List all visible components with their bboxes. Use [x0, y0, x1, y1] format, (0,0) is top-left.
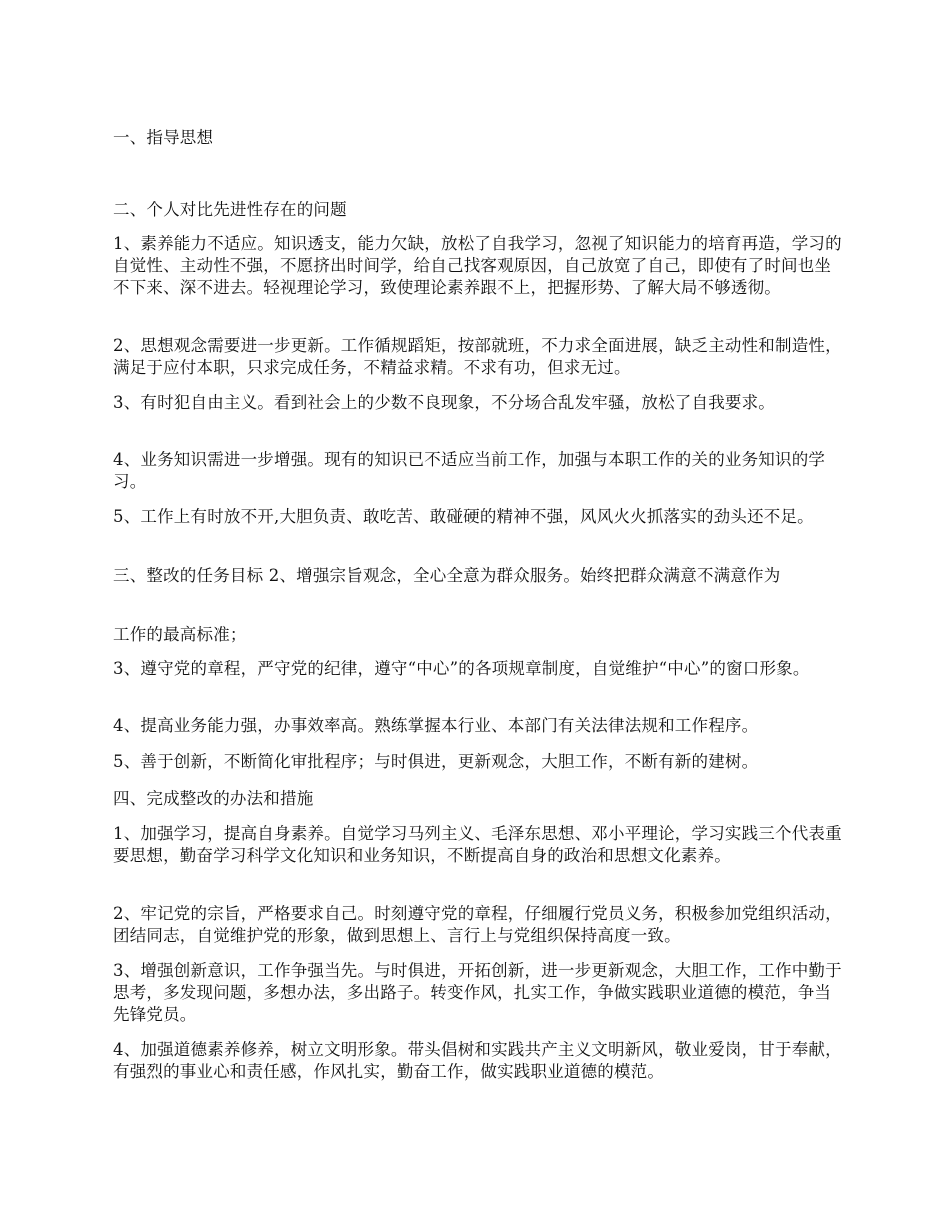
goal-continuation: 工作的最高标准； — [113, 625, 247, 644]
goal-paragraph-5: 5、善于创新，不断简化审批程序；与时俱进，更新观念，大胆工作，不断有新的建树。 — [113, 752, 759, 771]
goal-paragraph-3: 3、遵守党的章程，严守党的纪律，遵守“中心”的各项规章制度，自觉维护“中心”的窗口形象。 — [113, 659, 810, 678]
problem-paragraph-3: 3、有时犯自由主义。看到社会上的少数不良现象，不分场合乱发牢骚，放松了自我要求。 — [113, 393, 775, 412]
problem-paragraph-1: 1、素养能力不适应。知识透支，能力欠缺，放松了自我学习，忽视了知识能力的培育再造，学习的自觉性、主动性不强，不愿挤出时间学，给自己找客观原因，自己放宽了自己，即使有了时间也坐不下来、深不进去。轻视理论学习，致使理论素养跟不上，把握形势、了解大局不够透彻。 — [113, 234, 842, 297]
measure-paragraph-4: 4、加强道德素养修养，树立文明形象。带头倡树和实践共产主义文明新风，敬业爱岗，甘于奉献，有强烈的事业心和责任感，作风扎实，勤奋工作，做实践职业道德的模范。 — [113, 1040, 842, 1081]
goal-paragraph-4: 4、提高业务能力强，办事效率高。熟练掌握本行业、本部门有关法律法规和工作程序。 — [113, 716, 759, 735]
measure-paragraph-3: 3、增强创新意识，工作争强当先。与时俱进，开拓创新，进一步更新观念，大胆工作，工作中勤于思考，多发现问题，多想办法，多出路子。转变作风，扎实工作，争做实践职业道德的模范，争当先锋党员。 — [113, 961, 842, 1024]
measure-paragraph-1: 1、加强学习，提高自身素养。自觉学习马列主义、毛泽东思想、邓小平理论，学习实践三个代表重要思想，勤奋学习科学文化知识和业务知识，不断提高自身的政治和思想文化素养。 — [113, 824, 842, 865]
measure-paragraph-2: 2、牢记党的宗旨，严格要求自己。时刻遵守党的章程，仔细履行党员义务，积极参加党组织活动，团结同志，自觉维护党的形象，做到思想上、言行上与党组织保持高度一致。 — [113, 904, 842, 945]
heading-personal-problems: 二、个人对比先进性存在的问题 — [113, 200, 347, 219]
heading-guiding-ideology: 一、指导思想 — [113, 128, 214, 147]
problem-paragraph-5: 5、工作上有时放不开,大胆负责、敢吃苦、敢碰硬的精神不强，风风火火抓落实的劲头还不足。 — [113, 507, 814, 526]
heading-rectification-goals: 三、整改的任务目标 2、增强宗旨观念，全心全意为群众服务。始终把群众满意不满意作为 — [113, 566, 781, 585]
problem-paragraph-2: 2、思想观念需要进一步更新。工作循规蹈矩，按部就班，不力求全面进展，缺乏主动性和制造性，满足于应付本职，只求完成任务，不精益求精。不求有功，但求无过。 — [113, 336, 842, 377]
heading-measures: 四、完成整改的办法和措施 — [113, 789, 314, 808]
problem-paragraph-4: 4、业务知识需进一步增强。现有的知识已不适应当前工作，加强与本职工作的关的业务知识的学习。 — [113, 450, 826, 491]
